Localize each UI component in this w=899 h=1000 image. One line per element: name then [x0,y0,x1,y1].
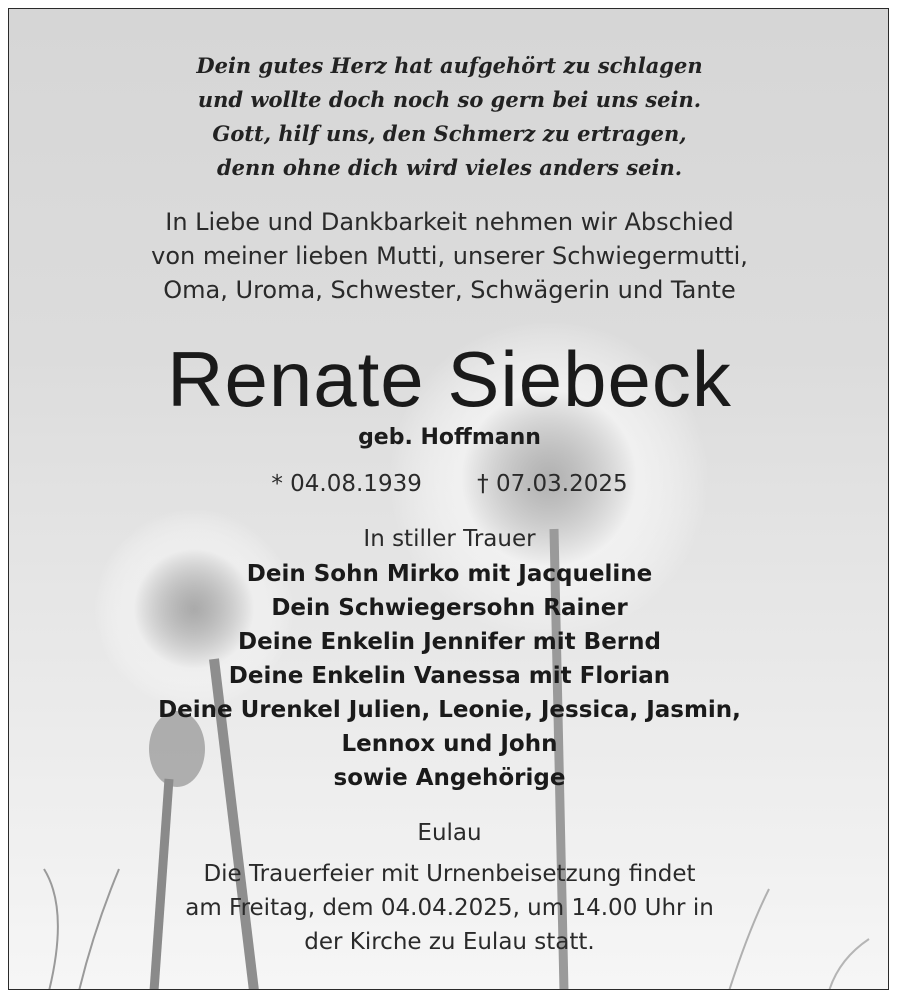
service-line: Die Trauerfeier mit Urnenbeisetzung findet [203,861,696,887]
farewell-intro [9,205,889,307]
mourner-line: sowie Angehörige [333,765,566,791]
intro-line: Oma, Uroma, Schwester, Schwägerin und Tante [163,276,736,304]
verse-line: denn ohne dich wird vieles anders sein. [216,155,683,180]
maiden-name: geb. Hoffmann [358,425,541,450]
mourner-line: Deine Urenkel Julien, Leonie, Jessica, Jasmin, [158,697,741,723]
mourners-list [9,557,889,795]
service-line: am Freitag, dem 04.04.2025, um 14.00 Uhr in [185,895,714,921]
mourner-line: Dein Sohn Mirko mit Jacqueline [246,561,653,587]
verse-line: und wollte doch noch so gern bei uns sein. [197,87,702,112]
verse-line: Dein gutes Herz hat aufgehört zu schlagen [196,53,703,78]
mourner-line: Lennox und John [341,731,558,757]
mourner-line: Deine Enkelin Jennifer mit Bernd [238,629,661,655]
intro-line: In Liebe und Dankbarkeit nehmen wir Abschied [165,208,734,236]
place-name: Eulau [417,820,482,846]
death-date: † 07.03.2025 [477,471,628,497]
life-dates [9,467,889,501]
intro-line: von meiner lieben Mutti, unserer Schwiegermutti, [151,242,748,270]
funeral-service-info [9,857,889,959]
mourning-heading: In stiller Trauer [363,526,536,552]
service-line: der Kirche zu Eulau statt. [304,929,595,955]
deceased-name: Renate Siebeck [167,335,732,423]
memorial-verse [9,49,889,185]
birth-date: * 04.08.1939 [271,471,422,497]
mourner-line: Deine Enkelin Vanessa mit Florian [228,663,671,689]
verse-line: Gott, hilf uns, den Schmerz zu ertragen, [212,121,687,146]
mourner-line: Dein Schwiegersohn Rainer [271,595,628,621]
obituary-card [8,8,889,990]
